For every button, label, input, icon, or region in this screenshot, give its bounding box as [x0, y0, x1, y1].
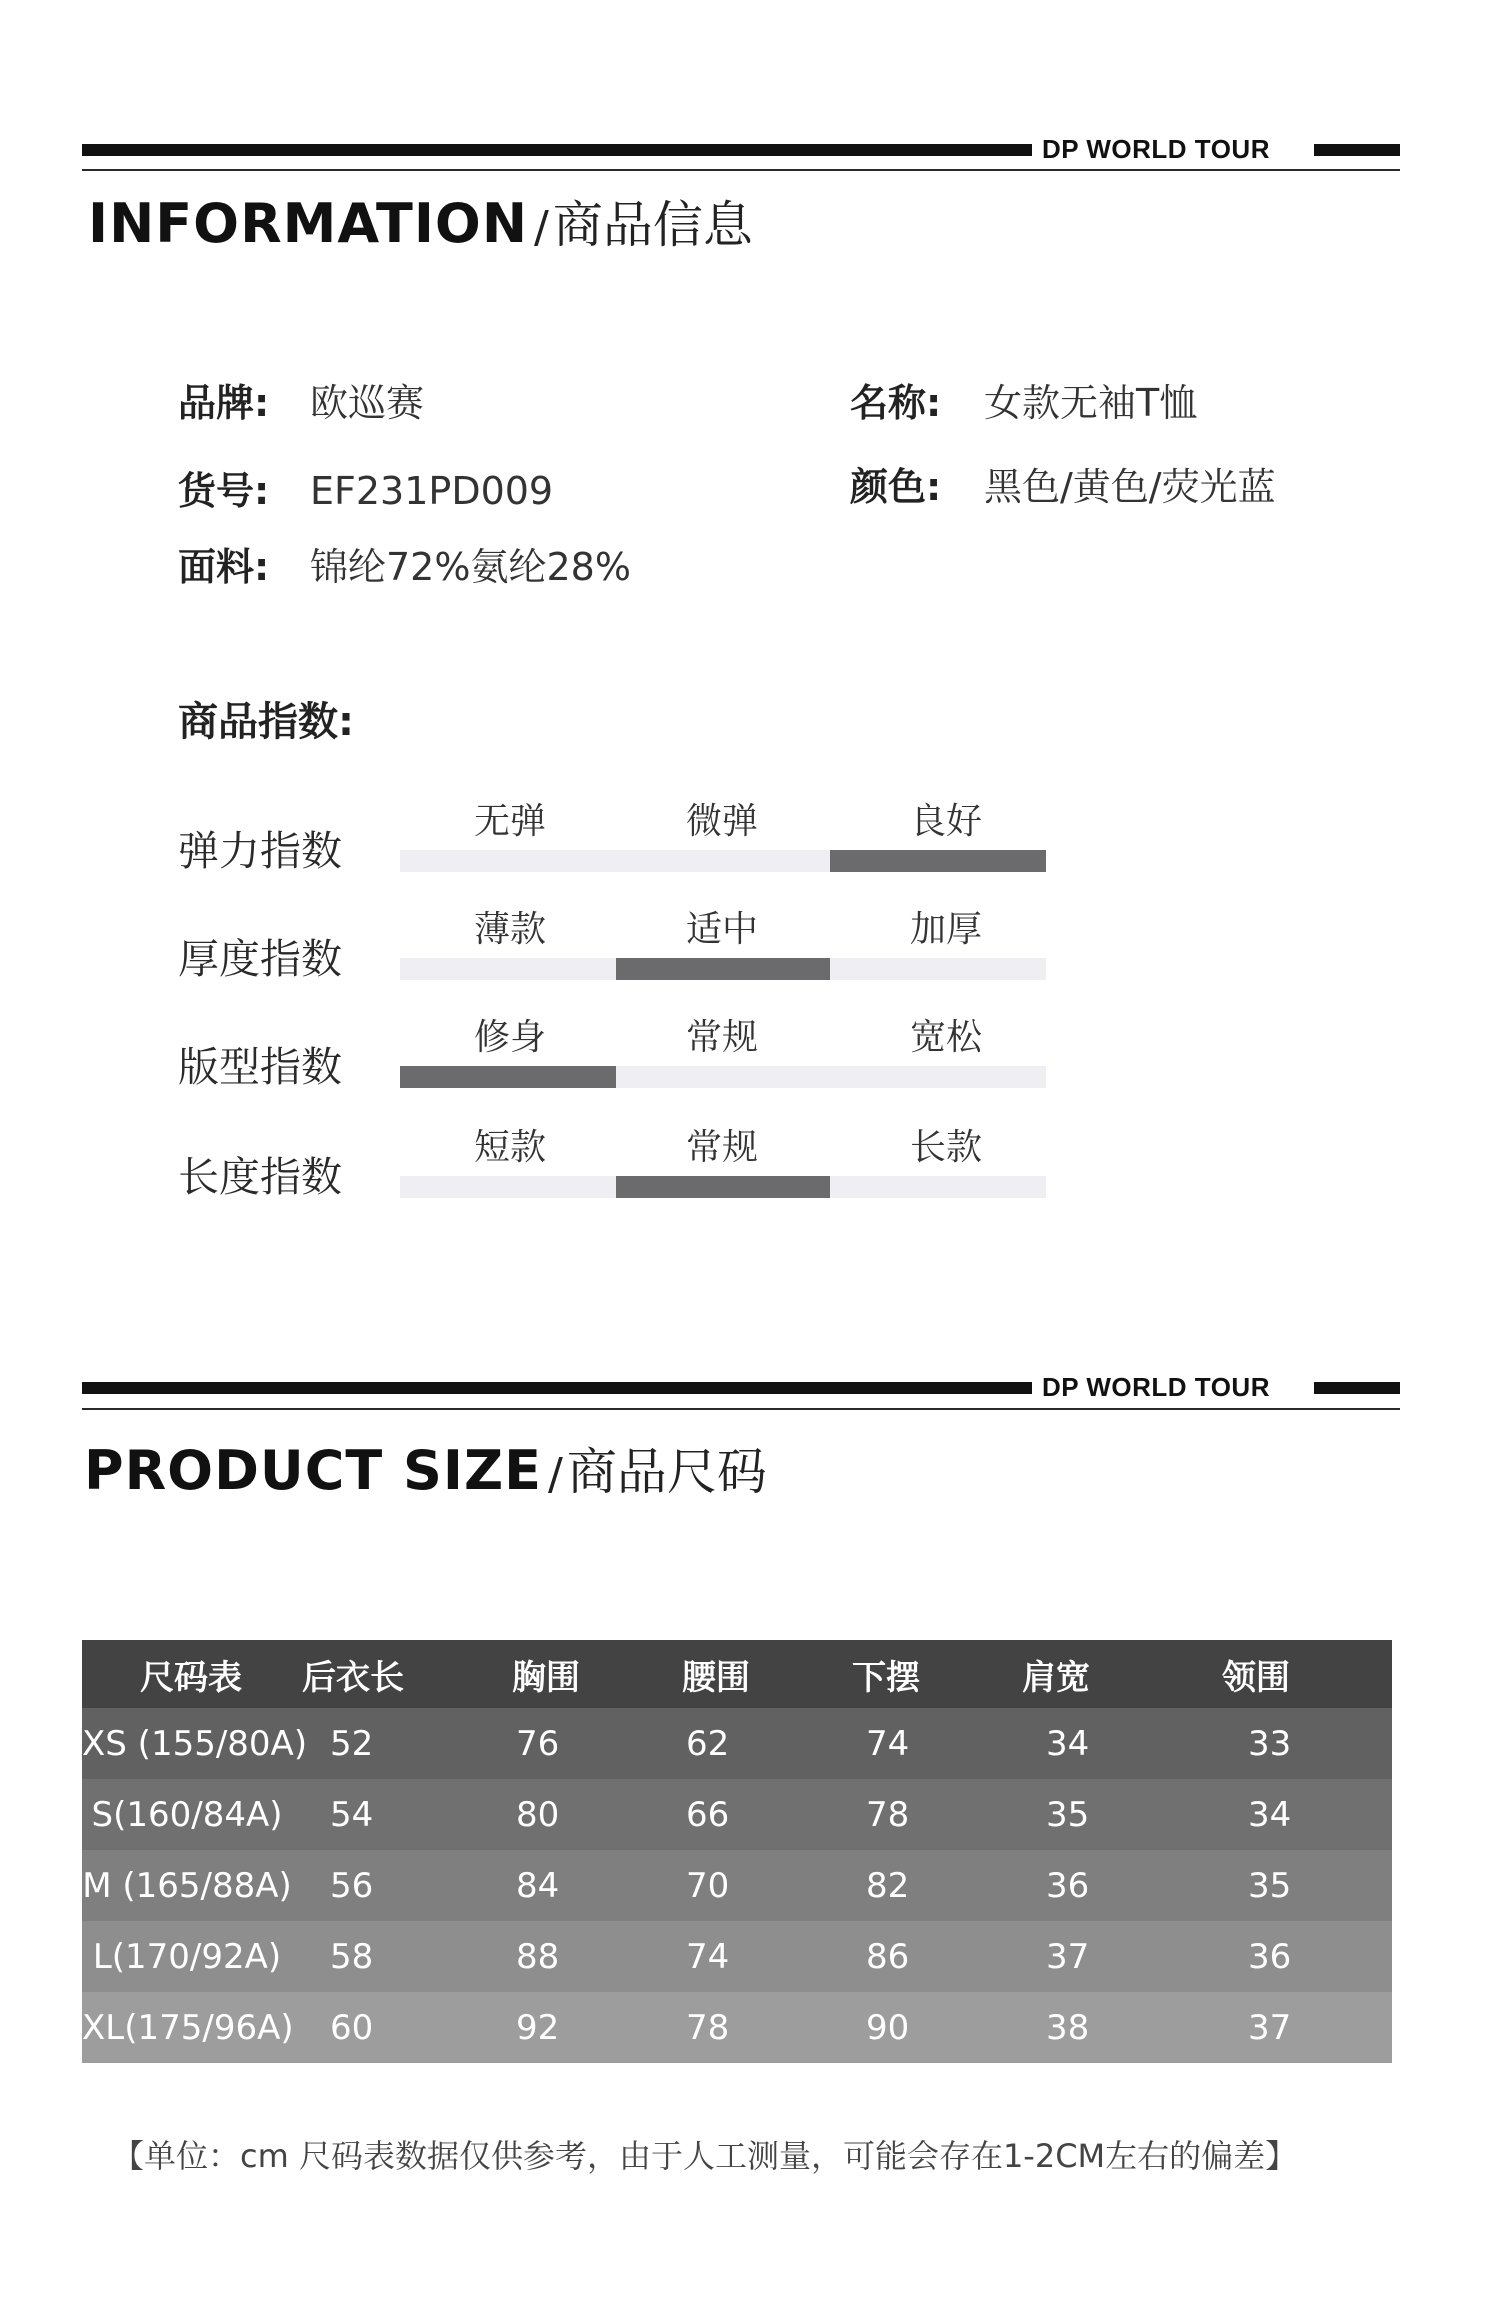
brand-value: 欧巡赛	[310, 381, 425, 425]
index-segment	[616, 1066, 830, 1088]
index-heading: 商品指数:	[178, 699, 354, 745]
size-label-cell: M (165/88A)	[82, 1865, 292, 1906]
size-table-row	[82, 1708, 1392, 1779]
size-table-header-cell: 尺码表	[140, 1657, 242, 1698]
product-size-title-en: PRODUCT SIZE	[84, 1439, 543, 1502]
index-option-label: 微弹	[685, 801, 759, 842]
index-segment-selected	[830, 850, 1046, 872]
index-row	[178, 780, 1078, 880]
size-value-cell: 36	[1046, 1865, 1090, 1906]
index-row-label: 版型指数	[178, 1043, 342, 1091]
product-size-title-cn: 商品尺码	[566, 1443, 767, 1501]
code-label: 货号:	[178, 469, 270, 513]
size-table-row	[82, 1850, 1392, 1921]
size-value-cell: 86	[866, 1936, 910, 1977]
index-row-label: 长度指数	[178, 1153, 342, 1201]
dp-world-tour-logo-2: DP WORLD TOUR	[1042, 1372, 1270, 1402]
size-note: 【单位：cm 尺码表数据仅供参考，由于人工测量，可能会存在1-2CM左右的偏差】	[112, 2137, 1298, 2175]
index-scale-bar	[400, 958, 1046, 980]
size-value-cell: 52	[330, 1723, 374, 1764]
size-value-cell: 74	[866, 1723, 910, 1764]
index-segment	[400, 850, 616, 872]
size-table	[82, 1640, 1392, 2063]
index-segment-selected	[400, 1066, 616, 1088]
size-table-row	[82, 1992, 1392, 2063]
index-row	[178, 996, 1078, 1096]
size-value-cell: 37	[1248, 2007, 1292, 2048]
size-value-cell: 70	[686, 1865, 730, 1906]
title-slash: /	[548, 1449, 563, 1500]
size-table-header-cell: 肩宽	[1022, 1657, 1090, 1698]
index-option-label: 加厚	[909, 909, 983, 950]
size-table-header-cell: 胸围	[512, 1657, 580, 1698]
index-option-label: 短款	[473, 1127, 547, 1168]
size-value-cell: 34	[1046, 1723, 1090, 1764]
size-value-cell: 82	[866, 1865, 910, 1906]
size-value-cell: 92	[516, 2007, 560, 2048]
size-value-cell: 36	[1248, 1936, 1292, 1977]
size-value-cell: 84	[516, 1865, 560, 1906]
fabric-label: 面料:	[178, 545, 270, 589]
index-row-label: 弹力指数	[178, 827, 342, 875]
size-table-header-cell: 领围	[1222, 1657, 1290, 1698]
size-value-cell: 80	[516, 1794, 560, 1835]
index-option-label: 宽松	[909, 1017, 983, 1058]
index-scale-bar	[400, 1176, 1046, 1198]
size-value-cell: 54	[330, 1794, 374, 1835]
color-label: 颜色:	[850, 465, 942, 509]
size-value-cell: 76	[516, 1723, 560, 1764]
index-option-label: 薄款	[473, 909, 547, 950]
size-value-cell: 78	[866, 1794, 910, 1835]
dp-world-tour-logo-1: DP WORLD TOUR	[1042, 134, 1270, 164]
index-option-label: 良好	[909, 801, 983, 842]
size-value-cell: 74	[686, 1936, 730, 1977]
information-title-en: INFORMATION	[88, 192, 529, 255]
size-table-row	[82, 1779, 1392, 1850]
index-option-label: 修身	[473, 1017, 547, 1058]
size-value-cell: 66	[686, 1794, 730, 1835]
index-segment	[400, 1176, 616, 1198]
index-row	[178, 888, 1078, 988]
index-scale-bar	[400, 1066, 1046, 1088]
information-title	[88, 192, 753, 255]
index-option-label: 常规	[685, 1017, 759, 1058]
code-value: EF231PD009	[310, 469, 554, 513]
index-option-label: 无弹	[473, 801, 547, 842]
size-table-row	[82, 1921, 1392, 1992]
product-size-title	[84, 1439, 767, 1502]
size-value-cell: 33	[1248, 1723, 1292, 1764]
header-rule-thick-1	[82, 144, 1032, 156]
header-rule-thick-2	[82, 1382, 1032, 1394]
information-title-cn: 商品信息	[552, 196, 753, 254]
color-value: 黑色/黄色/荧光蓝	[984, 465, 1276, 509]
size-label-cell: XS (155/80A)	[82, 1723, 308, 1764]
size-table-header-cell: 腰围	[682, 1657, 750, 1698]
header-rule-thin-2	[82, 1408, 1400, 1410]
index-segment-selected	[616, 958, 830, 980]
size-value-cell: 34	[1248, 1794, 1292, 1835]
title-slash: /	[534, 202, 549, 253]
size-value-cell: 78	[686, 2007, 730, 2048]
header-rule-tail-1	[1314, 144, 1400, 156]
size-value-cell: 38	[1046, 2007, 1090, 2048]
size-value-cell: 35	[1046, 1794, 1090, 1835]
index-segment	[400, 958, 616, 980]
name-value: 女款无袖T恤	[984, 381, 1198, 425]
index-segment	[616, 850, 830, 872]
size-table-header-cell: 下摆	[852, 1657, 920, 1698]
index-segment	[830, 958, 1046, 980]
size-value-cell: 58	[330, 1936, 374, 1977]
size-value-cell: 62	[686, 1723, 730, 1764]
size-table-header-cell: 后衣长	[302, 1657, 404, 1698]
brand-label: 品牌:	[178, 381, 270, 425]
size-label-cell: XL(175/96A)	[82, 2007, 294, 2048]
header-rule-tail-2	[1314, 1382, 1400, 1394]
index-row	[178, 1106, 1078, 1206]
size-table-header	[82, 1640, 1392, 1708]
size-value-cell: 35	[1248, 1865, 1292, 1906]
index-segment	[830, 1176, 1046, 1198]
index-segment-selected	[616, 1176, 830, 1198]
size-label-cell: L(170/92A)	[92, 1936, 282, 1977]
size-value-cell: 56	[330, 1865, 374, 1906]
header-rule-thin-1	[82, 169, 1400, 171]
size-value-cell: 88	[516, 1936, 560, 1977]
index-row-label: 厚度指数	[178, 935, 342, 983]
fabric-value: 锦纶72%氨纶28%	[310, 545, 631, 589]
index-segment	[830, 1066, 1046, 1088]
size-value-cell: 37	[1046, 1936, 1090, 1977]
index-option-label: 长款	[909, 1127, 983, 1168]
index-option-label: 适中	[685, 909, 759, 950]
index-option-label: 常规	[685, 1127, 759, 1168]
size-value-cell: 60	[330, 2007, 374, 2048]
index-scale-bar	[400, 850, 1046, 872]
size-label-cell: S(160/84A)	[91, 1794, 283, 1835]
name-label: 名称:	[850, 381, 942, 425]
size-value-cell: 90	[866, 2007, 910, 2048]
